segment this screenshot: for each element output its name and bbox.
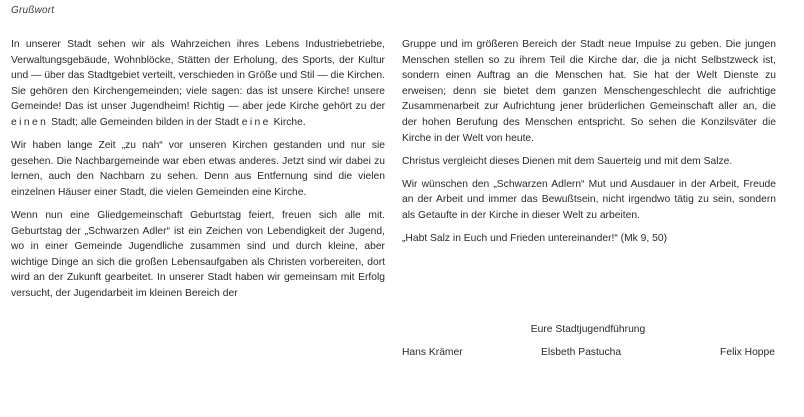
left-p1-text-c: Kirche.: [273, 116, 306, 128]
signature-name-3: Felix Hoppe: [720, 346, 775, 358]
left-paragraph-3: Wenn nun eine Gliedgemeinschaft Geburtstag feiert, freuen sich alle mit. Geburtstag der „Schwarzen Adler“ ist ein Zeichen von Lebendigkeit der Jugend, wo in einer Gemeinde Jugendliche zusammen sind und durch kleine, aber wichtige Dinge an sich die großen Lebensaufgaben als Christen vorbereiten, dort wird an der Zukunft gearbeitet. In unserer Stadt haben wir gemeinsam mit Erfolg versucht, der Jugendarbeit im kleinen Bereich der: [11, 209, 385, 299]
signature-name-2: Elsbeth Pastucha: [541, 346, 622, 358]
left-paragraph-2: Wir haben lange Zeit „zu nah“ vor unseren Kirchen gestanden und nur sie gesehen. Die Nachbargemeinde war eben etwas anderes. Jetzt sind wir dabei zu lernen, auch den Nachbarn zu sehen. Denn aus Entfernung sind die vielen einzelnen Häuser einer Stadt, die vielen Gemeinden eine Kirche.: [11, 140, 385, 198]
right-paragraph-1: Gruppe und im größeren Bereich der Stadt neue Impulse zu geben. Die jungen Menschen stellen so zu ihrem Teil die Kirche dar, die ja nicht Selbstzweck ist, sondern einen Auftrag an die Menschen hat. Sie hat der Welt Dienste zu erweisen; denn sie bietet dem ganzen Menschengeschlecht die aufrichtige Zusammenarbeit zur Aufrichtung jener brüderlichen Gemeinschaft aller an, die der hohen Berufung des Menschen entspricht. So sehen die Konzilsväter die Kirche in der Welt von heute.: [402, 39, 776, 144]
left-column: [11, 37, 385, 309]
signature-names: [402, 345, 788, 361]
right-column: [402, 37, 776, 254]
left-paragraph-1: [11, 37, 385, 131]
emphasis-eine: eine: [241, 116, 271, 128]
left-p1-text-b: Stadt; alle Gemeinden bilden in der Stadt: [51, 116, 239, 128]
right-paragraph-3: Wir wünschen den „Schwarzen Adlern“ Mut und Ausdauer in der Arbeit, Freude an der Arbeit und immer das Bewußtsein, nicht irgendwo tätig zu sein, sondern als Getaufte in der Kirche in dieser Welt zu arbeiten.: [402, 178, 776, 221]
left-p1-text-a: In unserer Stadt sehen wir als Wahrzeichen ihres Lebens Industriebetriebe, Verwaltungsgebäude, Wohnblöcke, Stätten der Erholung, des Sports, der Kultur und — über das Stadtgebiet verteilt, verschieden in Größe und Stil — die Kirchen. Sie gehören den Kirchengemeinden; viele sagen: das ist unsere Kirche! unsere Gemeinde! Das ist unser Jugendheim! Richtig — aber jede Kirche gehört zu der: [11, 39, 385, 113]
signature-block: [402, 322, 788, 361]
emphasis-einen: einen: [11, 116, 49, 128]
page-heading: Grußwort: [11, 5, 55, 16]
signature-name-1: Hans Krämer: [402, 346, 463, 358]
bible-quote: „Habt Salz in Euch und Frieden untereinander!“ (Mk 9, 50): [402, 233, 667, 245]
signature-title: Eure Stadtjugendführung: [530, 324, 646, 335]
right-paragraph-2: Christus vergleicht dieses Dienen mit dem Sauerteig und mit dem Salze.: [402, 155, 733, 167]
